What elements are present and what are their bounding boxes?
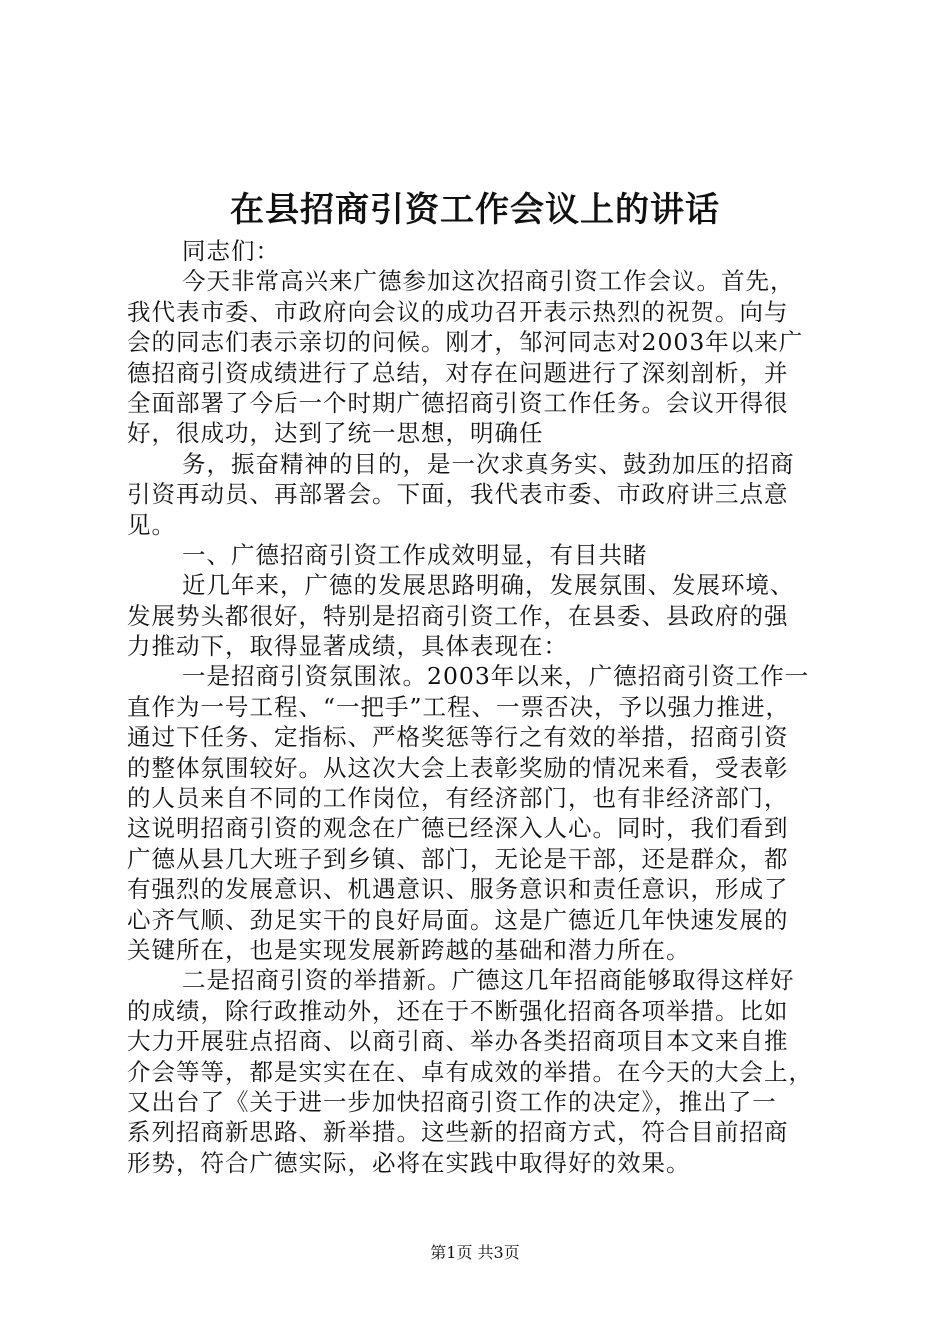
text-line: 务，振奋精神的目的，是一次求真务实、鼓劲加压的招商 (182, 449, 795, 478)
text-line: 这说明招商引资的观念在广德已经深入人心。同时，我们看到 (127, 814, 789, 843)
text-line: 形势，符合广德实际，必将在实践中取得好的效果。 (127, 1148, 691, 1177)
text-line: 通过下任务、定指标、严格奖惩等行之有效的举措，招商引资 (127, 723, 789, 752)
text-line: 又出台了《关于进一步加快招商引资工作的决定》，推出了一 (127, 1087, 777, 1116)
text-line: 直作为一号工程、“一把手”工程、一票否决，予以强力推进， (127, 692, 791, 721)
text-line: 全面部署了今后一个时期广德招商引资工作任务。会议开得很 (127, 388, 789, 417)
text-line: 的成绩，除行政推动外，还在于不断强化招商各项举措。比如 (127, 996, 789, 1025)
text-line: 会的同志们表示亲切的问候。刚才，邹河同志对2003年以来广 (127, 328, 804, 357)
text-line: 有强烈的发展意识、机遇意识、服务意识和责任意识，形成了 (127, 875, 789, 904)
text-line: 关键所在，也是实现发展新跨越的基础和潜力所在。 (127, 935, 691, 964)
text-line: 的人员来自不同的工作岗位，有经济部门，也有非经济部门， (127, 784, 789, 813)
text-line: 心齐气顺、劲足实干的良好局面。这是广德近几年快速发展的 (127, 905, 789, 934)
text-line: 发展势头都很好，特别是招商引资工作，在县委、县政府的强 (127, 601, 789, 630)
document-body (127, 236, 833, 1178)
text-line: 一、广德招商引资工作成效明显，有目共睹 (182, 540, 648, 569)
text-line: 近几年来，广德的发展思路明确，发展氛围、发展环境、 (182, 571, 795, 600)
document-title: 在县招商引资工作会议上的讲话 (230, 190, 720, 230)
text-line: 的整体氛围较好。从这次大会上表彰奖励的情况来看，受表彰 (127, 753, 789, 782)
text-line: 二是招商引资的举措新。广德这几年招商能够取得这样好 (182, 966, 795, 995)
text-line: 系列招商新思路、新举措。这些新的招商方式，符合目前招商 (127, 1118, 789, 1147)
page-footer: 第1页 共3页 (430, 1243, 520, 1262)
text-line: 今天非常高兴来广德参加这次招商引资工作会议。首先， (182, 267, 795, 296)
text-line: 广德从县几大班子到乡镇、部门，无论是干部，还是群众，都 (127, 844, 789, 873)
text-line: 一是招商引资氛围浓。2003年以来，广德招商引资工作一 (182, 662, 810, 691)
text-line: 引资再动员、再部署会。下面，我代表市委、市政府讲三点意 (127, 480, 789, 509)
text-line: 介会等等，都是实实在在、卓有成效的举措。在今天的大会上， (127, 1057, 813, 1086)
text-line: 大力开展驻点招商、以商引商、举办各类招商项目本文来自推 (127, 1027, 789, 1056)
text-line: 力推动下，取得显著成绩，具体表现在： (127, 632, 568, 661)
text-line: 我代表市委、市政府向会议的成功召开表示热烈的祝贺。向与 (127, 297, 789, 326)
text-line: 好，很成功，达到了统一思想，明确任 (127, 419, 544, 448)
text-line: 见。 (127, 510, 176, 539)
text-line: 同志们： (182, 237, 280, 265)
text-line: 德招商引资成绩进行了总结，对存在问题进行了深刻剖析，并 (127, 358, 789, 387)
